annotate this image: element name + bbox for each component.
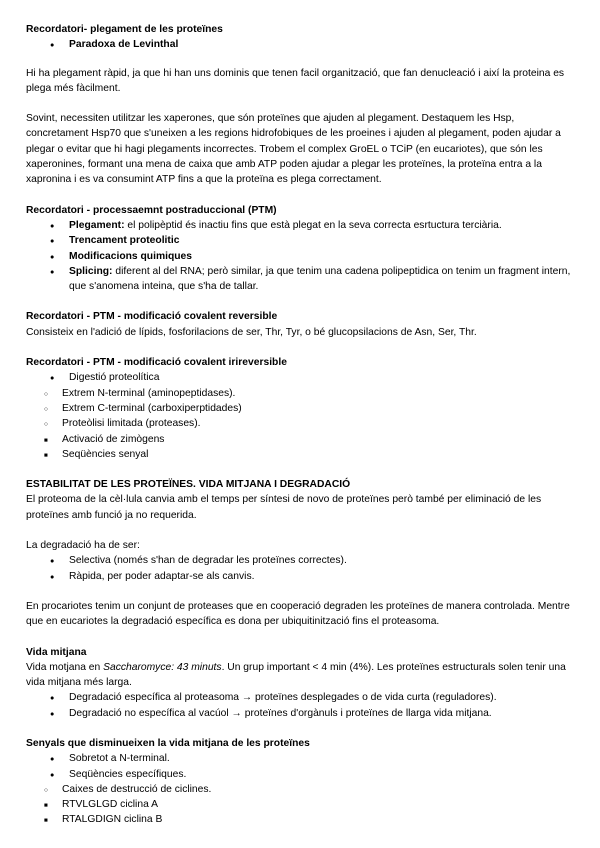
- vida-mitjana-pre: Vida motjana en: [26, 661, 104, 673]
- list-item: ■ RTALGDIGN ciclina B: [26, 812, 574, 827]
- list-item: [26, 264, 574, 295]
- levinthal-list: [26, 37, 574, 52]
- section-heading-senyals: Senyals que disminueixen la vida mitjana de les proteïnes: [26, 737, 310, 749]
- section-heading-vida-mitjana: Vida mitjana: [26, 646, 87, 658]
- paragraph-plegament-2: Sovint, necessiten utilitzar les xaperones, que són proteïnes que ajuden al plegament. Destaquem les Hsp, concretament Hsp70 que s'uneixen a les regions hidrofobiques de les proeines i ajuden al plegament, poden ajudar a plegar o evitar que hi hagi plegaments incorrectes. Trobem el complex GroEL o TCiP (en eucariotes), que són les xaperonines, formant una mena de caixa que amb ATP poden ajudar a plegar les proteïnes, la proteïna entra a la xapronina i es va consumint ATP fins a que la proteïna es plega correctament.: [26, 113, 561, 186]
- list-item: [26, 249, 574, 264]
- list-item-label: Plegament:: [69, 219, 125, 231]
- list-item: ■ Activació de zimògens: [26, 432, 574, 447]
- spacer: [26, 53, 574, 66]
- section-heading-ptm-reversible: Recordatori - PTM - modificació covalent reversible: [26, 311, 278, 323]
- list-item: ■ Seqüències senyal: [26, 447, 574, 462]
- section-heading-ptm: Recordatori - processaemnt postraduccional (PTM): [26, 204, 277, 216]
- section-heading-plegament: Recordatori- plegament de les proteïnes: [26, 24, 223, 35]
- list-item-label: Splicing:: [69, 265, 113, 277]
- list-item: [26, 233, 574, 248]
- senyals-list: [26, 751, 574, 782]
- spacer: [26, 721, 574, 736]
- list-item: ● Paradoxa de Levinthal: [26, 37, 574, 52]
- ciclines-sublist: [26, 797, 574, 828]
- list-item-text: Digestió proteolítica: [69, 372, 160, 384]
- list-item: ● Seqüències específiques.: [26, 767, 574, 782]
- vida-mitjana-list: [26, 690, 574, 721]
- paragraph-vida-mitjana: [26, 660, 574, 691]
- paragraph-estabilitat-3: En procariotes tenim un conjunt de proteases que en cooperació degraden les proteïnes de manera controlada. Mentre que en eucariotes la degradació específica es dona per ubiquitinització fins el proteasoma.: [26, 600, 570, 628]
- list-item: ● Selectiva (només s'han de degradar les proteïnes correctes).: [26, 553, 574, 568]
- list-item-text: el polipèptid és inactiu fins que està plegat en la seva correcta esrtuctura terciària.: [124, 219, 502, 231]
- senyals-sublist: [26, 782, 574, 797]
- spacer: [26, 584, 574, 599]
- spacer: [26, 294, 574, 309]
- spacer: [26, 96, 574, 111]
- list-item-text: diferent al del RNA; però similar, ja que tenim una cadena polipeptidica on tenim un fragment intern, que s'anomena inteina, que s'ha de tallar.: [69, 265, 571, 293]
- list-item: ■ RTVLGLGD ciclina A: [26, 797, 574, 812]
- list-item: [26, 218, 574, 233]
- list-item: ● Sobretot a N-terminal.: [26, 751, 574, 766]
- list-item: ○ Caixes de destrucció de ciclines.: [26, 782, 574, 797]
- list-item: [26, 370, 574, 385]
- spacer: [26, 523, 574, 538]
- section-heading-ptm-irreversible: Recordatori - PTM - modificació covalent irireversible: [26, 357, 287, 369]
- paragraph-degradacio-intro: La degradació ha de ser:: [26, 540, 140, 552]
- list-item: ● Degradació no específica al vacúol → proteïnes d'orgànuls i proteïnes de llarga vida mitjana.: [26, 706, 574, 721]
- list-item-label: Modificacions quimiques: [69, 250, 193, 262]
- list-item-label: Trencament proteolitic: [69, 235, 180, 247]
- species-name: Saccharomyce: 43 minuts: [103, 661, 222, 673]
- paragraph-ptm-reversible: Consisteix en l'adició de lípids, fosforilacions de ser, Thr, Tyr, o bé glucopsilacions de Asn, Ser, Thr.: [26, 326, 477, 338]
- spacer: [26, 462, 574, 477]
- paragraph-estabilitat-1: El proteoma de la cèl·lula canvia amb el temps per síntesi de novo de proteïnes però també per eliminació de les proteïnes amb funció ja no requerida.: [26, 494, 542, 521]
- proteolisi-sublist: [26, 432, 574, 463]
- spacer: [26, 630, 574, 645]
- document-body: [26, 22, 574, 828]
- vida-mitjana-post: . Un grup important < 4 min (4%). Les proteïnes estructurals solen tenir una vida mitjana més larga.: [26, 661, 566, 689]
- list-item: ● Ràpida, per poder adaptar-se als canvis.: [26, 569, 574, 584]
- spacer: [26, 340, 574, 355]
- degradacio-list: [26, 553, 574, 584]
- list-item: ○ Extrem N-terminal (aminopeptidases).: [26, 386, 574, 401]
- spacer: [26, 188, 574, 203]
- list-item: ● Degradació específica al proteasoma → proteïnes desplegades o de vida curta (reguladores).: [26, 690, 574, 705]
- digestio-sublist: [26, 386, 574, 432]
- paragraph-plegament-1: Hi ha plegament ràpid, ja que hi han uns dominis que tenen facil organització, que fan denucleació i així la proteina es plega més fàcilment.: [26, 67, 565, 94]
- digestio-list: [26, 370, 574, 385]
- section-heading-estabilitat: ESTABILITAT DE LES PROTEÏNES. VIDA MITJANA I DEGRADACIÓ: [26, 479, 351, 491]
- list-item: ○ Proteòlisi limitada (proteases).: [26, 416, 574, 431]
- ptm-list: [26, 218, 574, 294]
- list-item: ○ Extrem C-terminal (carboxiperptidades): [26, 401, 574, 416]
